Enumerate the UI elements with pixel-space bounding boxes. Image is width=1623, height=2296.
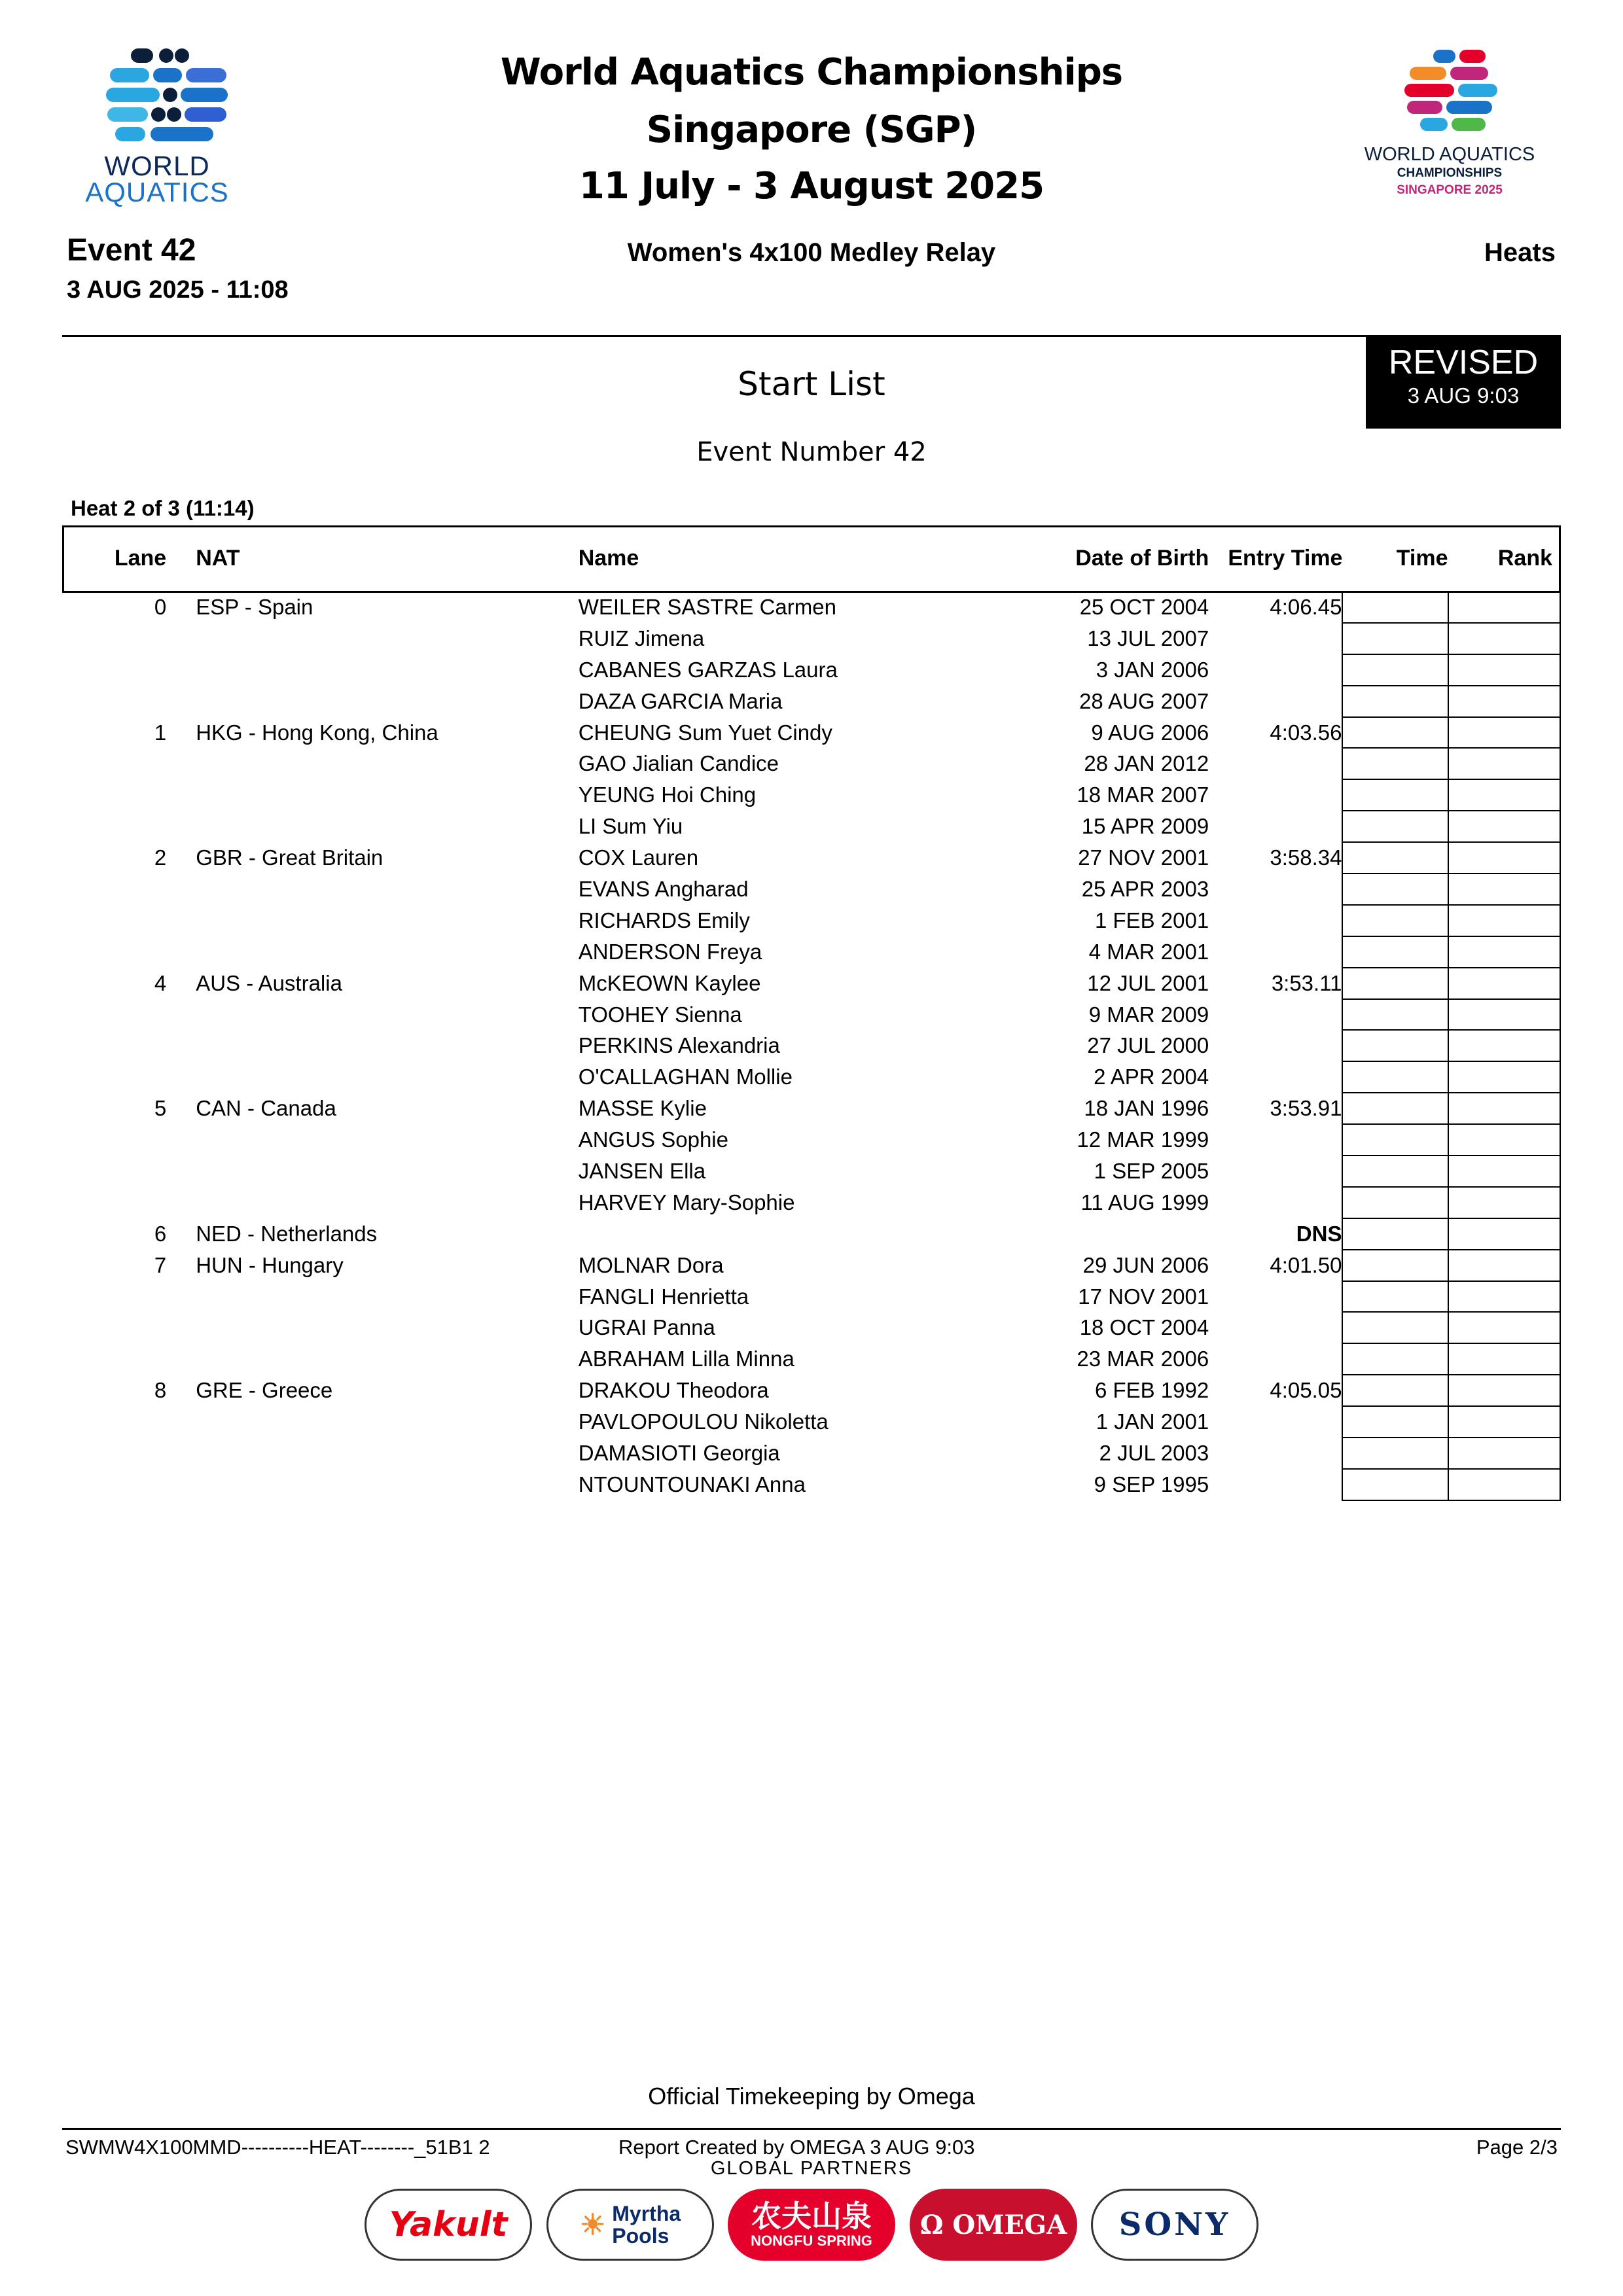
cell-dob: 4 MAR 2001 [1088, 939, 1209, 964]
cell-entry-time: DNS [1296, 1221, 1342, 1246]
event-label: Event 42 [67, 233, 196, 268]
cell-dob: 23 MAR 2006 [1077, 1347, 1209, 1371]
cell-name: DRAKOU Theodora [578, 1378, 769, 1403]
table-row [62, 1469, 1560, 1500]
cell-rank [1448, 1061, 1561, 1093]
header-divider [62, 335, 1561, 337]
cell-lane [62, 1156, 166, 1187]
table-row [62, 1375, 1560, 1406]
cell-time [1342, 905, 1448, 936]
cell-time [1342, 592, 1448, 623]
cell-entry-time [1209, 748, 1342, 779]
cell-rank [1448, 811, 1561, 842]
cell-nat [166, 1343, 579, 1375]
cell-nat: GRE - Greece [196, 1378, 333, 1403]
cell-name [579, 1218, 1060, 1250]
cell-entry-time [1209, 874, 1342, 905]
cell-nat [166, 905, 579, 936]
heat-label: Heat 2 of 3 (11:14) [71, 496, 255, 520]
cell-rank [1448, 1406, 1561, 1438]
cell-rank [1448, 623, 1561, 654]
cell-lane [62, 1406, 166, 1438]
cell-name: HARVEY Mary-Sophie [578, 1190, 795, 1214]
myrtha-wordmark [612, 2202, 681, 2247]
table-row [62, 748, 1560, 779]
cell-lane: 5 [154, 1096, 167, 1121]
cell-lane: 8 [154, 1378, 167, 1403]
cell-dob: 25 OCT 2004 [1079, 594, 1209, 619]
cell-nat [166, 1187, 579, 1218]
cell-dob: 11 AUG 1999 [1080, 1190, 1209, 1214]
cell-name: NTOUNTOUNAKI Anna [578, 1472, 806, 1496]
cell-entry-time [1209, 1312, 1342, 1343]
cell-time [1342, 1438, 1448, 1469]
cell-name: FANGLI Henrietta [578, 1284, 749, 1309]
cell-name: UGRAI Panna [578, 1315, 715, 1340]
cell-lane: 7 [154, 1252, 167, 1277]
table-row [62, 874, 1560, 905]
cell-entry-time [1209, 654, 1342, 686]
page-number: Page 2/3 [1476, 2136, 1558, 2159]
cell-dob: 6 FEB 1992 [1094, 1378, 1209, 1403]
cell-time [1342, 999, 1448, 1031]
col-dob: Date of Birth [1075, 546, 1209, 571]
cell-nat: AUS - Australia [196, 970, 342, 995]
cell-entry-time: 3:53.11 [1271, 970, 1342, 995]
cell-name: WEILER SASTRE Carmen [578, 594, 836, 619]
cell-rank [1448, 1156, 1561, 1187]
cell-rank [1448, 1281, 1561, 1313]
cell-entry-time: 3:53.91 [1270, 1096, 1342, 1121]
cell-rank [1448, 592, 1561, 623]
cell-name: CHEUNG Sum Yuet Cindy [578, 720, 832, 745]
cell-time [1342, 748, 1448, 779]
start-list-table [62, 525, 1561, 1501]
footer-divider [62, 2128, 1561, 2130]
partner-myrtha-logo [546, 2189, 714, 2261]
cell-name: YEUNG Hoi Ching [578, 783, 757, 807]
cell-dob: 1 SEP 2005 [1094, 1159, 1209, 1184]
cell-nat [166, 1281, 579, 1313]
cell-name: ABRAHAM Lilla Minna [578, 1347, 794, 1371]
cell-dob: 1 JAN 2001 [1096, 1409, 1209, 1434]
cell-dob [1060, 1218, 1209, 1250]
cell-lane: 0 [154, 594, 167, 619]
cell-rank [1448, 1124, 1561, 1156]
title-line1: World Aquatics Championships [500, 51, 1123, 94]
col-time: Time [1396, 545, 1448, 571]
cell-time [1342, 1061, 1448, 1093]
cell-rank [1448, 1469, 1561, 1500]
cell-nat [166, 1406, 579, 1438]
cell-rank [1448, 1250, 1561, 1281]
cell-nat [166, 686, 579, 717]
cell-dob: 1 FEB 2001 [1094, 908, 1209, 932]
cell-time [1342, 968, 1448, 999]
table-row [62, 1124, 1560, 1156]
cell-dob: 28 AUG 2007 [1079, 688, 1209, 713]
table-row [62, 779, 1560, 811]
cell-time [1342, 1406, 1448, 1438]
cell-time [1342, 654, 1448, 686]
cell-rank [1448, 936, 1561, 968]
cell-rank [1448, 1438, 1561, 1469]
cell-nat: HUN - Hungary [196, 1252, 344, 1277]
cell-dob: 9 MAR 2009 [1088, 1002, 1209, 1027]
cell-entry-time [1209, 779, 1342, 811]
nongfu-cn: 农夫山泉 [751, 2199, 872, 2233]
championships-logo-mark [1342, 46, 1558, 137]
col-nat: NAT [196, 546, 240, 571]
table-row [62, 1281, 1560, 1313]
phase-label: Heats [1484, 238, 1556, 267]
cell-lane: 4 [154, 970, 167, 995]
cell-entry-time [1209, 1156, 1342, 1187]
cell-lane [62, 1469, 166, 1500]
cell-lane [62, 1343, 166, 1375]
myrtha-line1: Myrtha [612, 2202, 681, 2225]
cell-entry-time [1209, 1124, 1342, 1156]
cell-lane: 1 [154, 720, 167, 745]
table-header-row [62, 525, 1560, 592]
table-row [62, 1218, 1560, 1250]
cell-rank [1448, 654, 1561, 686]
yakult-wordmark: Yakult [389, 2205, 508, 2244]
cell-time [1342, 842, 1448, 874]
cell-name: PAVLOPOULOU Nikoletta [578, 1409, 829, 1434]
cell-lane: 2 [154, 845, 167, 870]
cell-nat: HKG - Hong Kong, China [196, 720, 438, 745]
nongfu-en: NONGFU SPRING [751, 2233, 872, 2249]
cell-lane [62, 1281, 166, 1313]
col-lane: Lane [114, 546, 167, 571]
cell-nat [166, 1312, 579, 1343]
cell-rank [1448, 779, 1561, 811]
cell-nat: GBR - Great Britain [196, 845, 383, 870]
cell-dob: 29 JUN 2006 [1082, 1252, 1209, 1277]
cell-entry-time [1209, 905, 1342, 936]
global-partners-label: GLOBAL PARTNERS [710, 2158, 913, 2179]
table-row [62, 842, 1560, 874]
cell-rank [1448, 1375, 1561, 1406]
cell-time [1342, 779, 1448, 811]
cell-entry-time: 4:05.05 [1270, 1378, 1342, 1403]
event-name: Women's 4x100 Medley Relay [627, 238, 996, 267]
table-row [62, 1343, 1560, 1375]
cell-lane [62, 654, 166, 686]
timekeeping-note: Official Timekeeping by Omega [648, 2083, 975, 2110]
cell-dob: 18 JAN 1996 [1084, 1096, 1209, 1121]
champ-logo-line2: CHAMPIONSHIPS [1397, 166, 1503, 180]
cell-nat [166, 936, 579, 968]
revised-label: REVISED [1388, 344, 1539, 381]
cell-rank [1448, 686, 1561, 717]
cell-entry-time [1209, 1438, 1342, 1469]
table-row [62, 1438, 1560, 1469]
cell-dob: 18 OCT 2004 [1079, 1315, 1209, 1340]
cell-dob: 17 NOV 2001 [1078, 1284, 1209, 1309]
cell-lane [62, 623, 166, 654]
cell-rank [1448, 968, 1561, 999]
title-line3: 11 July - 3 August 2025 [579, 165, 1044, 207]
cell-nat [166, 1438, 579, 1469]
partner-nongfu-logo [728, 2189, 895, 2261]
cell-time [1342, 1312, 1448, 1343]
cell-rank [1448, 1187, 1561, 1218]
table-row [62, 1312, 1560, 1343]
table-row [62, 936, 1560, 968]
table-row [62, 1250, 1560, 1281]
sony-wordmark: SONY [1118, 2206, 1231, 2243]
cell-name: COX Lauren [578, 845, 699, 870]
cell-lane [62, 1312, 166, 1343]
cell-dob: 12 MAR 1999 [1077, 1127, 1209, 1152]
cell-dob: 27 NOV 2001 [1078, 845, 1209, 870]
cell-name: McKEOWN Kaylee [578, 970, 761, 995]
table-row [62, 1187, 1560, 1218]
cell-name: CABANES GARZAS Laura [578, 657, 838, 682]
cell-entry-time [1209, 1281, 1342, 1313]
cell-dob: 2 APR 2004 [1094, 1065, 1209, 1089]
cell-dob: 15 APR 2009 [1081, 814, 1209, 839]
cell-entry-time [1209, 1030, 1342, 1061]
cell-nat [166, 874, 579, 905]
cell-rank [1448, 748, 1561, 779]
cell-rank [1448, 999, 1561, 1031]
cell-time [1342, 717, 1448, 749]
table-row [62, 592, 1560, 623]
cell-lane [62, 779, 166, 811]
cell-entry-time [1209, 623, 1342, 654]
cell-rank [1448, 905, 1561, 936]
revised-time: 3 AUG 9:03 [1407, 383, 1520, 408]
cell-dob: 18 MAR 2007 [1077, 783, 1209, 807]
table-row [62, 717, 1560, 749]
cell-lane [62, 936, 166, 968]
cell-nat [166, 748, 579, 779]
table-row [62, 1061, 1560, 1093]
cell-time [1342, 686, 1448, 717]
cell-name: RUIZ Jimena [578, 626, 705, 650]
cell-entry-time [1209, 811, 1342, 842]
cell-entry-time [1209, 1061, 1342, 1093]
champ-logo-line1: WORLD AQUATICS [1364, 144, 1535, 165]
cell-dob: 28 JAN 2012 [1084, 751, 1209, 776]
cell-lane [62, 686, 166, 717]
cell-entry-time: 3:58.34 [1270, 845, 1342, 870]
omega-wordmark: Ω OMEGA [919, 2209, 1067, 2240]
table-row [62, 905, 1560, 936]
cell-lane [62, 1438, 166, 1469]
cell-time [1342, 1250, 1448, 1281]
cell-nat: ESP - Spain [196, 594, 313, 619]
cell-name: EVANS Angharad [578, 877, 749, 901]
table-row [62, 999, 1560, 1031]
col-entry-time: Entry Time [1228, 546, 1343, 571]
org-logo-line1: WORLD [104, 150, 210, 181]
cell-name: JANSEN Ella [578, 1159, 706, 1184]
title-line2: Singapore (SGP) [646, 109, 977, 151]
cell-time [1342, 811, 1448, 842]
table-row [62, 654, 1560, 686]
cell-rank [1448, 1312, 1561, 1343]
cell-time [1342, 1156, 1448, 1187]
table-row [62, 1406, 1560, 1438]
cell-name: RICHARDS Emily [578, 908, 750, 932]
cell-dob: 27 JUL 2000 [1087, 1033, 1209, 1058]
cell-nat [166, 1061, 579, 1093]
table-row [62, 686, 1560, 717]
cell-entry-time [1209, 1343, 1342, 1375]
cell-lane [62, 1187, 166, 1218]
cell-time [1342, 1218, 1448, 1250]
cell-nat [166, 1469, 579, 1500]
cell-name: TOOHEY Sienna [578, 1002, 742, 1027]
col-rank: Rank [1497, 545, 1552, 571]
cell-rank [1448, 1218, 1561, 1250]
cell-entry-time: 4:06.45 [1270, 594, 1342, 619]
cell-dob: 9 SEP 1995 [1094, 1472, 1209, 1496]
table-row [62, 968, 1560, 999]
cell-name: DAMASIOTI Georgia [578, 1441, 780, 1466]
doc-title: Start List [738, 365, 885, 403]
cell-time [1342, 1469, 1448, 1500]
cell-name: ANDERSON Freya [578, 939, 762, 964]
cell-nat: CAN - Canada [196, 1096, 336, 1121]
table-row [62, 1030, 1560, 1061]
cell-name: O'CALLAGHAN Mollie [578, 1065, 793, 1089]
cell-time [1342, 1187, 1448, 1218]
cell-name: ANGUS Sophie [578, 1127, 728, 1152]
event-datetime: 3 AUG 2025 - 11:08 [67, 276, 289, 304]
cell-time [1342, 1375, 1448, 1406]
cell-time [1342, 1281, 1448, 1313]
partner-sony-logo [1091, 2189, 1258, 2261]
cell-lane [62, 748, 166, 779]
report-created: Report Created by OMEGA 3 AUG 9:03 [618, 2136, 975, 2159]
cell-rank [1448, 717, 1561, 749]
cell-nat [166, 1030, 579, 1061]
champ-logo-line3: SINGAPORE 2025 [1397, 183, 1503, 197]
cell-nat [166, 1156, 579, 1187]
cell-rank [1448, 1093, 1561, 1124]
org-logo-line2: AQUATICS [85, 177, 229, 207]
cell-rank [1448, 874, 1561, 905]
cell-rank [1448, 1030, 1561, 1061]
table-row [62, 623, 1560, 654]
cell-nat [166, 811, 579, 842]
cell-nat: NED - Netherlands [196, 1221, 378, 1246]
cell-nat [166, 654, 579, 686]
cell-dob: 9 AUG 2006 [1091, 720, 1209, 745]
myrtha-sun-icon: ☀ [579, 2208, 606, 2241]
cell-time [1342, 874, 1448, 905]
cell-lane [62, 1061, 166, 1093]
cell-name: LI Sum Yiu [578, 814, 683, 839]
cell-entry-time: 4:03.56 [1270, 720, 1342, 745]
cell-dob: 2 JUL 2003 [1099, 1441, 1209, 1466]
cell-dob: 3 JAN 2006 [1096, 657, 1209, 682]
cell-time [1342, 1343, 1448, 1375]
cell-dob: 25 APR 2003 [1081, 877, 1209, 901]
partner-yakult-logo [365, 2189, 532, 2261]
cell-name: MOLNAR Dora [578, 1252, 724, 1277]
cell-dob: 12 JUL 2001 [1087, 970, 1209, 995]
cell-nat [166, 623, 579, 654]
cell-entry-time [1209, 936, 1342, 968]
myrtha-line2: Pools [612, 2224, 669, 2248]
cell-entry-time [1209, 1406, 1342, 1438]
championships-logo [1342, 46, 1558, 206]
cell-dob: 13 JUL 2007 [1087, 626, 1209, 650]
cell-name: PERKINS Alexandria [578, 1033, 780, 1058]
cell-nat [166, 999, 579, 1031]
cell-lane [62, 1124, 166, 1156]
cell-entry-time [1209, 686, 1342, 717]
cell-name: MASSE Kylie [578, 1096, 707, 1121]
cell-entry-time: 4:01.50 [1270, 1252, 1342, 1277]
cell-lane [62, 905, 166, 936]
cell-nat [166, 779, 579, 811]
cell-lane [62, 999, 166, 1031]
cell-time [1342, 1124, 1448, 1156]
cell-rank [1448, 1343, 1561, 1375]
cell-lane [62, 811, 166, 842]
cell-entry-time [1209, 1469, 1342, 1500]
table-row [62, 811, 1560, 842]
cell-rank [1448, 842, 1561, 874]
cell-lane [62, 1030, 166, 1061]
cell-entry-time [1209, 999, 1342, 1031]
cell-nat [166, 1124, 579, 1156]
cell-time [1342, 623, 1448, 654]
cell-lane: 6 [154, 1221, 167, 1246]
cell-name: DAZA GARCIA Maria [578, 688, 783, 713]
cell-entry-time [1209, 1187, 1342, 1218]
table-row [62, 1093, 1560, 1124]
partner-omega-logo [910, 2189, 1077, 2261]
table-row [62, 1156, 1560, 1187]
cell-time [1342, 936, 1448, 968]
report-code: SWMW4X100MMD----------HEAT--------_51B1 2 [65, 2136, 490, 2159]
cell-name: GAO Jialian Candice [578, 751, 779, 776]
cell-time [1342, 1030, 1448, 1061]
cell-time [1342, 1093, 1448, 1124]
col-name: Name [578, 546, 639, 571]
cell-lane [62, 874, 166, 905]
event-number: Event Number 42 [696, 437, 927, 467]
